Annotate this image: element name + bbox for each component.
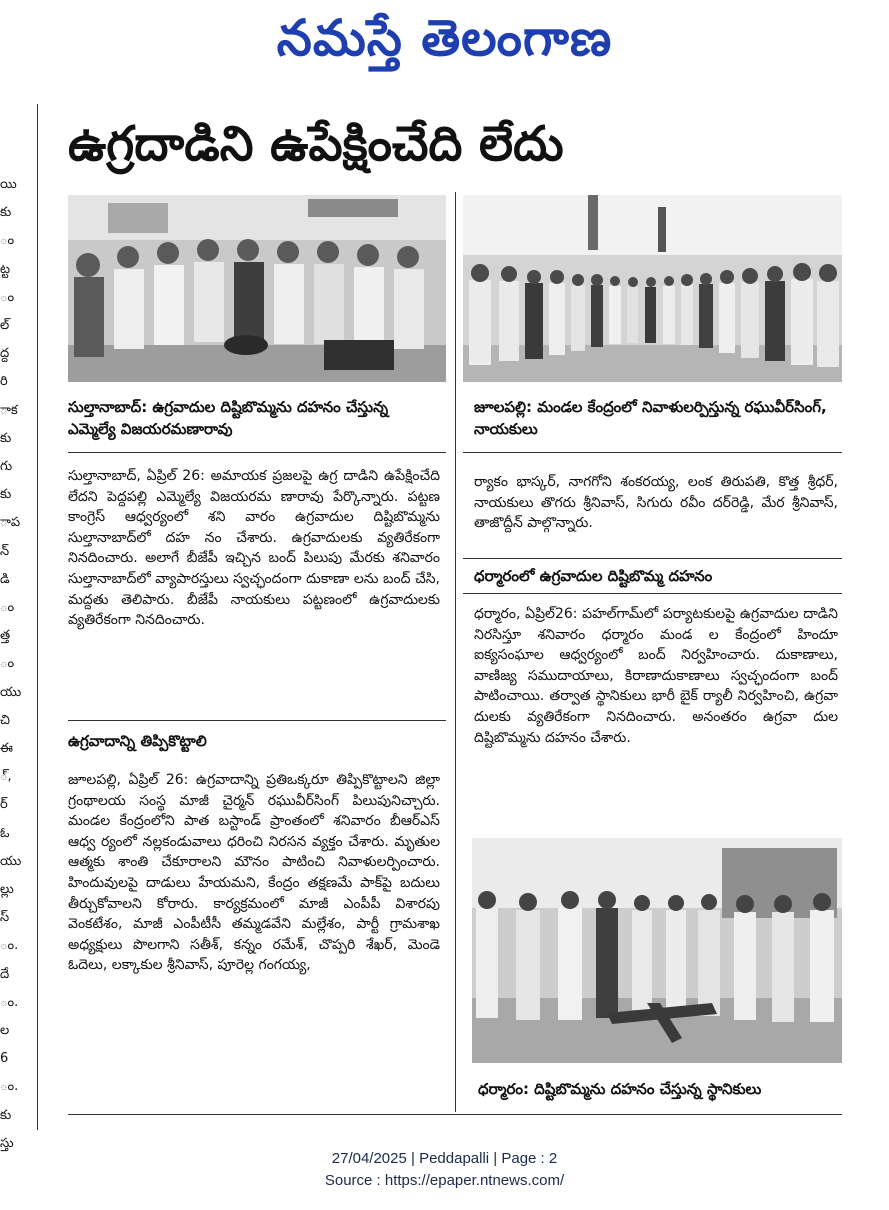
story-julapalli-continued: ర్యాకం భాస్కర్, నాగగోని శంకరయ్య, లంక తిరుపతి, కొత్త శ్రీధర్, నాయకులు తొగరు శ్రీనివాస్, సిగురు రవీం దర్‌రెడ్డి, మేర శ్రీనివాస్, తాజొద్దీన్ పాల్గొన్నారు. — [474, 474, 838, 532]
left-strip-fragment: యి — [0, 177, 17, 192]
left-strip-fragment: ం — [0, 289, 15, 305]
left-strip-fragment: త్త — [0, 628, 11, 644]
left-strip-fragment: ఈ — [0, 741, 13, 756]
left-strip-fragment: ం — [0, 656, 15, 672]
left-column-rule — [37, 104, 38, 1130]
left-strip-fragment: యు — [0, 684, 22, 700]
left-strip-fragment: ాక — [0, 402, 18, 418]
rule-right-mid2 — [463, 593, 842, 594]
headline: ఉగ్రదాడిని ఉపేక్షించేది లేదు — [68, 116, 564, 172]
left-strip-fragment: 6 — [0, 1051, 9, 1067]
left-strip-fragment: ం. — [0, 938, 19, 954]
photo-sultanabad — [68, 195, 446, 382]
rule-bottom — [68, 1114, 842, 1115]
rule-right-mid — [463, 558, 842, 559]
left-strip-fragment: డి — [0, 571, 10, 587]
left-strip-fragment: ల — [0, 1023, 10, 1038]
photo-dharmaram — [472, 838, 842, 1063]
rule-left-mid — [68, 720, 446, 721]
masthead-logo: నమస్తే తెలంగాణ — [276, 9, 613, 67]
left-strip-fragment: ం — [0, 600, 15, 615]
left-strip-fragment: ద్ద — [0, 346, 10, 362]
footer-date-page: 27/04/2025 | Peddapalli | Page : 2 — [331, 1150, 558, 1167]
left-strip-fragment: యు — [0, 853, 22, 869]
left-strip-fragment: స్ — [0, 910, 10, 926]
left-strip-fragment: గు — [0, 459, 13, 474]
left-strip-fragment: ల్లు — [0, 882, 14, 897]
left-strip-fragment: న్ — [0, 543, 10, 559]
left-strip-fragment: ల్ — [0, 318, 10, 333]
story-dharmaram-body: ధర్మారం, ఏప్రిల్26: పహల్‌గామ్‌లో పర్యాటకులపై ఉగ్రవాదుల దాడిని నిరసిస్తూ శనివారం ధర్మారం మండ ల కేంద్రంలో హిందూ ఐక్యసంఘాల ఆధ్వర్యంలో బంద్ నిర్వహించారు. దుకాణాలు, వాణిజ్య సముదాయాలు, కిరాణాదుకాణాలు స్వచ్ఛందంగా బంద్ పాటించాయి. తర్వాత స్థానికులు భారీ బైక్ ర్యాలీ నిర్వహించి, ఉగ్రవా దులకు వ్యతిరేకంగా నినదించారు. అనంతరం ఉగ్రవా దుల దిష్టిబొమ్మను దహనం చేశారు. — [474, 606, 838, 746]
caption-sultanabad: సుల్తానాబాద్: ఉగ్రవాదుల దిష్టిబొమ్మను దహనం చేస్తున్న ఎమ్మెల్యే విజయరమణారావు — [68, 398, 389, 438]
footer-source-link[interactable]: Source : https://epaper.ntnews.com/ — [324, 1172, 565, 1189]
story-julapalli-body: జూలపల్లి, ఏప్రిల్ 26: ఉగ్రవాదాన్ని ప్రతిఒక్కరూ తిప్పికొట్టాలని జిల్లా గ్రంథాలయ సంస్థ మాజీ చైర్మన్ రఘువీర్‌సింగ్ పిలుపునిచ్చారు. మండల కేంద్రంలోని పాత బస్టాండ్ ప్రాంతంలో శనివారం బీఆర్ఎస్ ఆధ్వ ర్యంలో నల్లకండువాలు ధరించి నిరసన వ్యక్తం చేశారు. మృతుల ఆత్మకు శాంతి చేకూరాలని మౌనం పాటించి నివాళులర్పించారు. హిందువులపై దాడులు హేయమని, కేంద్రం తక్షణమే పాక్‌పై బదులు తీర్చుకోవాలని కోరారు. కార్యక్రమంలో మాజీ ఎంపీపీ విశారపు వెంకటేశం, మాజీ ఎంపీటీసీ తమ్మడవేని మల్లేశం, పార్టీ గ్రామశాఖ అధ్యక్షులు పొలగాని సతీశ్, కన్నం రమేశ్, చొప్పరి శేఖర్, మెండె ఓదెలు, లక్కాకుల శ్రీనివాస్, పూరెల్ల గంగయ్య, — [68, 772, 440, 974]
left-strip-fragment: కు — [0, 487, 12, 503]
left-strip-fragment: ఓ — [0, 825, 10, 841]
caption-julapalli: జూలపల్లి: మండల కేంద్రంలో నివాళులర్పిస్తున్న రఘువీర్‌సింగ్, నాయకులు — [474, 398, 827, 438]
left-strip-fragment: ్, — [0, 769, 12, 785]
photo-dharmaram-drawing — [472, 838, 842, 1063]
story-sultanabad-body: సుల్తానాబాద్, ఏప్రిల్ 26: అమాయక ప్రజలపై ఉగ్ర దాడిని ఉపేక్షించేది లేదని పెద్దపల్లి ఎమ్మెల్యే విజయరమ ణారావు పేర్కొన్నారు. పట్టణ కాంగ్రెస్ ఆధ్వర్యంలో శని వారం ఉగ్రవాదుల దిష్టిబొమ్మను సుల్తానాబాద్‌లో దహ నం చేశారు. ఉగ్రవాదులకు వ్యతిరేకంగా నినదించారు. అలాగే బీజేపీ ఇచ్చిన బంద్ పిలుపు మేరకు శనివారం సుల్తానాబాద్‌లో వ్యాపారస్తులు స్వచ్ఛందంగా దుకాణా లను బంద్ చేసి, మద్దతు తెలిపారు. బీజేపీ నాయకులు పట్టణంలో ఉగ్రవాదులకు వ్యతిరేకంగా నినదించారు. — [68, 468, 440, 629]
left-strip-fragment: కు — [0, 1107, 12, 1123]
left-strip-fragment: దే — [0, 966, 10, 982]
left-strip-fragment: కు — [0, 430, 12, 446]
center-column-rule — [455, 192, 456, 1112]
left-strip-fragment: ం. — [0, 994, 19, 1010]
subhead-dharmaram: ధర్మారంలో ఉగ్రవాదుల దిష్టిబొమ్మ దహనం — [474, 567, 713, 585]
left-strip-fragment: స్తు — [0, 1135, 14, 1151]
subhead-julapalli: ఉగ్రవాదాన్ని తిప్పికొట్టాలి — [68, 732, 207, 750]
rule-left-top — [68, 452, 446, 453]
left-strip-fragment: కు — [0, 205, 12, 221]
photo-julapalli-drawing — [463, 195, 842, 382]
rule-right-top — [463, 452, 842, 453]
left-strip-fragment: చి — [0, 712, 10, 728]
left-strip-fragment: ట్ట — [0, 261, 11, 277]
left-strip-fragment: ాప — [0, 515, 21, 531]
left-strip-fragment: రి — [0, 374, 8, 390]
caption-dharmaram: ధర్మారం: దిష్టిబొమ్మను దహనం చేస్తున్న స్థానికులు — [478, 1080, 762, 1098]
photo-julapalli — [463, 195, 842, 382]
left-strip-fragment: ం. — [0, 1079, 19, 1095]
photo-sultanabad-drawing — [68, 195, 446, 382]
left-strip-fragment: ం — [0, 233, 15, 249]
left-edge-strip — [0, 100, 22, 1151]
left-strip-fragment: ర్ — [0, 797, 8, 813]
